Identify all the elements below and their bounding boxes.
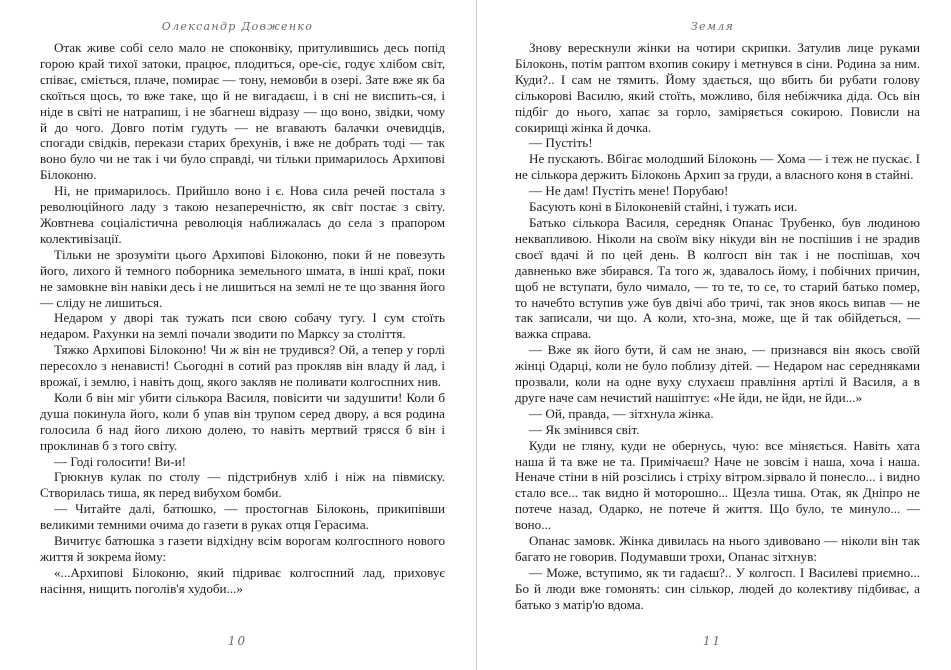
page-number-right: 11 [702,634,723,648]
paragraph: Недаром у дворі так тужать пси свою собачу тугу. І сум стоїть недаром. Рахунки на землі почали зводити по Марксу за століття. [40,310,445,342]
paragraph: — Годі голосити! Ви-и! [54,453,187,469]
paragraph: Коли б він міг убити сількора Василя, повісити чи задушити! Коли б душа покинула його, коли б упав він трупом серед двору, а вся родина голосила б над його лихою долею, то навіть мертвий трясся б він і проклинав б з того світу. [40,389,445,453]
paragraph: — Вже як його бути, й сам не знаю, — признався він якось своїй жінці Одарці, коли не було поблизу дітей. — Недаром нас середняками прозвали, коли на одне вуху слухаєш правління артілі й Василя, а в друге наче сам нечистий нашіптує: «Не йди, не йди, не йди...» [515,342,920,405]
paragraph: Знову верескнули жінки на чотири скрипки. Затулив лице руками Білоконь, потім раптом вхопив сокиру і метнувся в сіни. Родина за ним. Куди?.. І сам не тямить. Йому здається, що вбить би рубати голову сількорові Василю, який стоїть, можливо, біля небіжчика діда. Ось він підбіг до нього, хапає за горло, заміряється сокирою. Повисли на сокирищі жінка й дочка. [515,40,920,135]
paragraph: — Як змінився світ. [529,421,640,437]
page-number-left: 10 [227,634,248,648]
paragraph: Басують коні в Білоконевій стайні, і тужать иси. [529,199,798,215]
right-page [475,0,950,670]
paragraph: Ні, не примарилось. Прийшло воно і є. Нова сила речей постала з революційного ладу з такою незаперечністю, як світ постає з світу. Жовтнева соціалістична революція наближалась до села з прапором колективізації. [40,183,445,246]
left-page [0,0,475,670]
paragraph: Отак живе собі село мало не споконвіку, притулившись десь попід горою край тихої затоки, працює, плодиться, оре-сіє, годує хлібом світ, співає, сміється, плаче, помирає — тону, немовби в озері. Зате вже як ба скоїться щось, то вже таке, що й не вигадаєш, і в сні не виспить-ся, і ніде в світі не натрапиш, і не збагнеш відразу — що воно, звідки, чому й до чого. Довго потім гудуть — не вгавають балачки очевидців, спогади свідків, перекази старих брехунів, і вже не добрать тоді — так воно було чи не так і чи було справді, чи тільки примарилось Архипові Білоконю. [40,40,445,183]
paragraph: Батько сількора Василя, середняк Опанас Трубенко, був людиною неквапливою. Ніколи на своїм віку нікуди він не поспішив і не зрадив своєї вдачі й по цей день. В колгосп він так і не поспішав, хоч давненько вже збирався. Та того ж, здавалось йому, і побічних причин, щоб не вступати, було чимало, — то те, то се, то старий батько помер, то начебто вступив уже був двічі або тричі, так знов якось випав — не так записали, чи що. А коли, хто-зна, може, ще й так обійдеться, — важка справа. [515,214,920,342]
paragraph: Грюкнув кулак по столу — підстрибнув хліб і ніж на півмиску. Створилась тиша, як перед вибухом бомби. [40,469,445,501]
paragraph: — Може, вступимо, як ти гадаєш?.. У колгосп. І Василеві приємно... Бо й люди вже гомонять: син сількор, людей до колективу підбиває, а батько з матір'ю вдома. [515,564,920,612]
paragraph: Тільки не зрозуміти цього Архипові Білоконю, поки й не повезуть його, лихого й темного поборника земельного шмата, в інші краї, поки не замовкне він навіки десь і не лишиться на землі не те що звання його — сліду не лишиться. [40,246,445,310]
paragraph: — Пустіть! [529,135,593,151]
paragraph: Вичитує батюшка з газети відхідну всім ворогам колгоспного нового життя й зокрема йому: [40,533,445,564]
paragraph: Не пускають. Вбігає молодший Білоконь — Хома — і теж не пускає. І не сількора держить Білоконь Архип за груди, а власного коня в стайні. [515,151,920,183]
paragraph: Опанас замовк. Жінка дивилась на нього здивовано — ніколи він так багато не говорив. Подумавши трохи, Опанас зітхнув: [515,533,920,564]
right-page-text [515,40,920,613]
paragraph: — Не дам! Пустіть мене! Порубаю! [529,183,729,199]
paragraph: Куди не гляну, куди не обернусь, чую: все міняється. Навіть хата наша й та вже не та. Примічаєш? Наче не зовсім і наша, хоча і наша. Неначе стіни в ній розсілись і стріху вітром.зірвало й понесло... і видно стало все... так видно й моторошно... Щезла тиша. Отак, як Дніпро не потече назад, Одарко, не потече й життя. Що було, те минуло... — воно... [515,437,920,533]
running-head-author: Олександр Довженко [161,20,314,33]
paragraph: Тяжко Архипові Білоконю! Чи ж він не трудився? Ой, а тепер у горлі пересохло з ненависті! Сьогодні в сотий раз прокляв він владу й лад, і врожаї, і землю, і навіть дощ, якого закляв не поливати колгоспних нив. [40,342,445,390]
left-page-text [40,40,445,597]
paragraph: — Читайте далі, батюшко, — простогнав Білоконь, прикипівши великими темними очима до газети в руках отця Герасима. [40,501,445,533]
paragraph: «...Архипові Білоконю, який підриває колгоспний лад, приховує насіння, нищить поголів'я худоби...» [40,564,445,596]
paragraph: — Ой, правда, — зітхнула жінка. [529,405,714,421]
running-head-title: Земля [690,20,735,33]
